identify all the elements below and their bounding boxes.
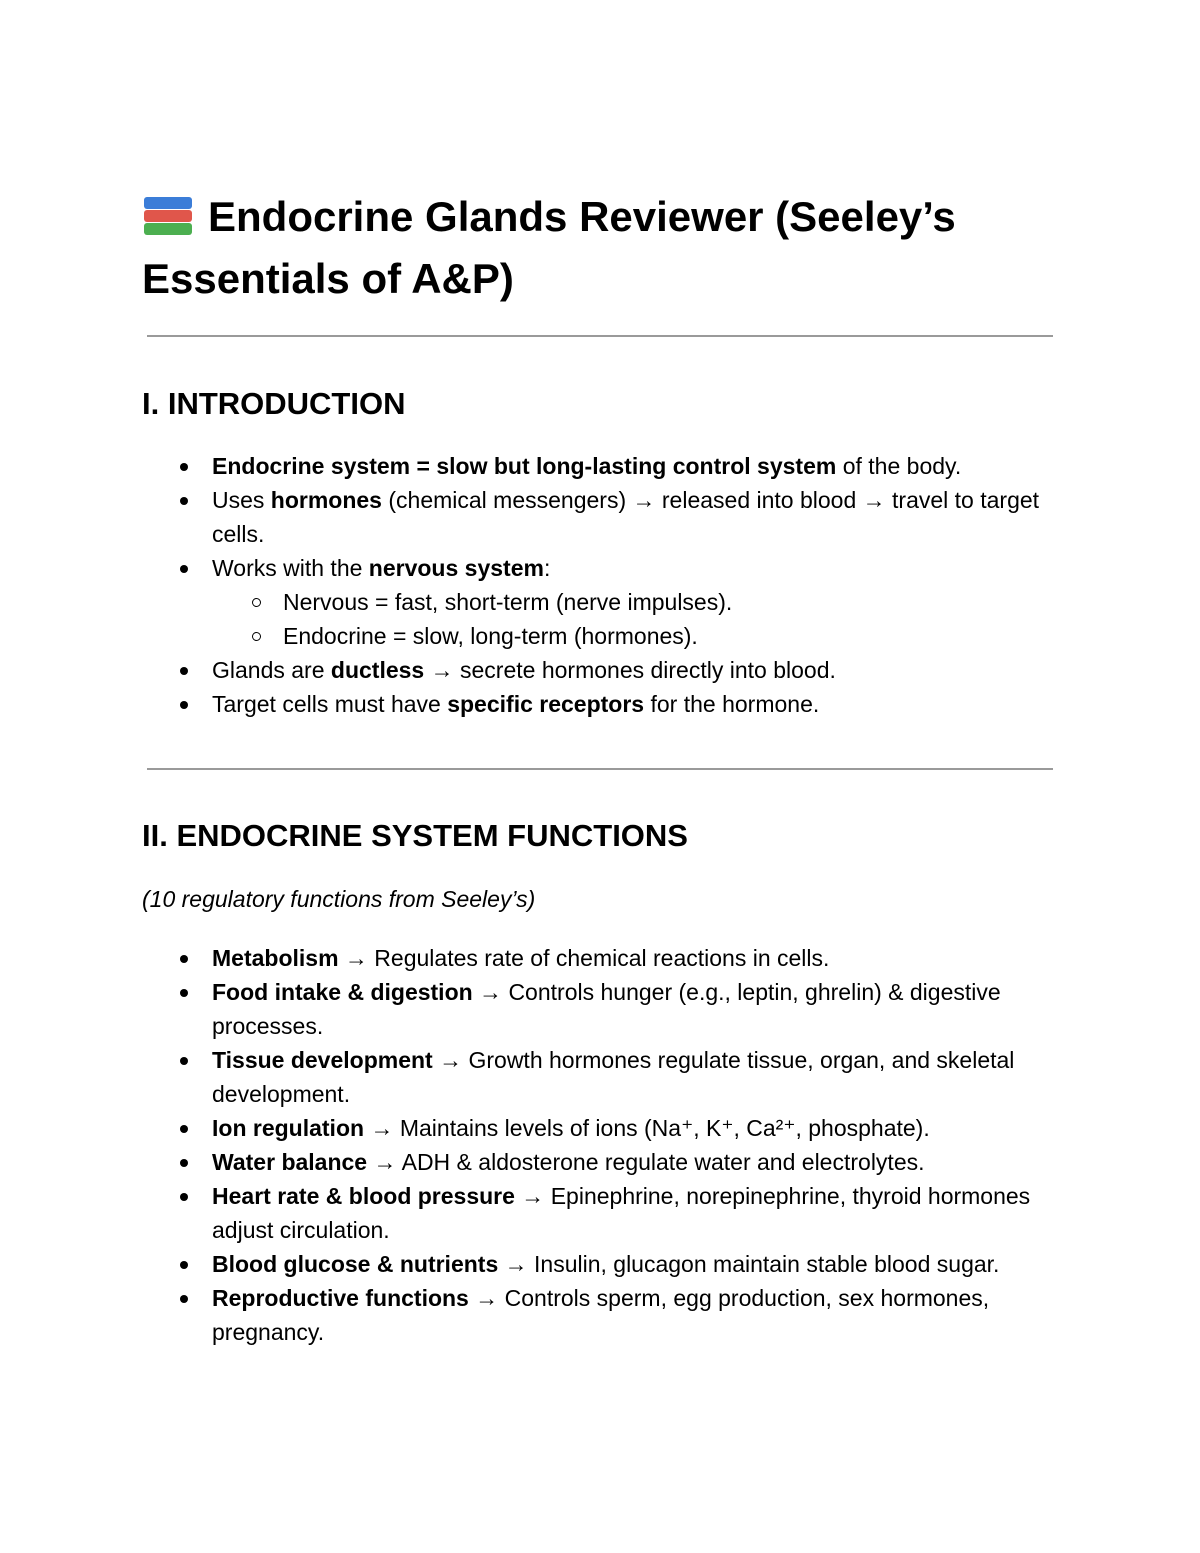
list-item [142,1145,1072,1179]
item-bold-text: Heart rate & blood pressure [212,1183,515,1209]
item-post-text: : [543,555,551,581]
item-bold-text: Water balance [212,1149,368,1175]
item-pre-text: Uses [212,487,271,513]
item-post-text: → Insulin, glucagon maintain stable blood sugar. [498,1251,1000,1277]
item-post-text: → Growth hormones regulate tissue, organ, and skeletal development. [212,1047,1015,1107]
divider [147,335,1053,337]
section-note: (10 regulatory functions from Seeley’s) [142,886,536,912]
item-pre-text: Works with the [212,555,369,581]
item-bold-text: Endocrine system = slow but long-lasting control system [212,453,837,479]
section-heading-functions: II. ENDOCRINE SYSTEM FUNCTIONS [142,818,688,853]
item-post-text: (chemical messengers) → released into blood → travel to target cells. [212,487,1040,547]
list-item [142,449,1072,483]
list-item [142,483,1072,551]
item-bold-text: Blood glucose & nutrients [212,1251,499,1277]
item-post-text: → Maintains levels of ions (Na⁺, K⁺, Ca²⁺, phosphate). [364,1115,930,1141]
item-pre-text: Nervous = fast, short-term (nerve impulses). [283,589,733,615]
item-bold-text: nervous system [368,555,544,581]
document-title [142,186,1042,310]
item-pre-text: Endocrine = slow, long-term (hormones). [283,623,698,649]
item-post-text: → Regulates rate of chemical reactions in cells. [338,945,830,971]
item-post-text: of the body. [836,453,962,479]
list-item [142,941,1072,975]
item-bold-text: ductless [330,657,425,683]
list-item [142,1111,1072,1145]
list-item [142,1179,1072,1247]
list-item [142,653,1072,687]
list-item [142,551,1072,585]
list-item [142,1281,1072,1349]
title-text: Endocrine Glands Reviewer (Seeley’s Essentials of A&P) [142,193,956,302]
divider [147,768,1053,770]
item-post-text: → Epinephrine, norepinephrine, thyroid hormones adjust circulation. [212,1183,1031,1243]
item-bold-text: Reproductive functions [212,1285,469,1311]
books-emoji-icon [142,193,194,237]
item-post-text: → Controls hunger (e.g., leptin, ghrelin) & digestive processes. [212,979,1001,1039]
item-pre-text: Glands are [212,657,331,683]
item-pre-text: Target cells must have [212,691,448,717]
item-bold-text: Ion regulation [212,1115,365,1141]
item-bold-text: Metabolism [212,945,339,971]
list-item [142,1043,1072,1111]
item-post-text: → ADH & aldosterone regulate water and electrolytes. [367,1149,925,1175]
item-post-text: for the hormone. [644,691,820,717]
functions-list [142,941,1072,1349]
item-bold-text: Tissue development [212,1047,433,1073]
item-post-text: → secrete hormones directly into blood. [424,657,836,683]
list-item [142,1247,1072,1281]
item-bold-text: Food intake & digestion [212,979,473,1005]
section-heading-introduction: I. INTRODUCTION [142,386,406,421]
sub-list-item [142,585,1072,619]
item-bold-text: specific receptors [447,691,645,717]
introduction-list [142,449,1072,721]
item-bold-text: hormones [270,487,382,513]
list-item [142,687,1072,721]
item-post-text: → Controls sperm, egg production, sex hormones, pregnancy. [212,1285,990,1345]
sub-list-item [142,619,1072,653]
list-item [142,975,1072,1043]
